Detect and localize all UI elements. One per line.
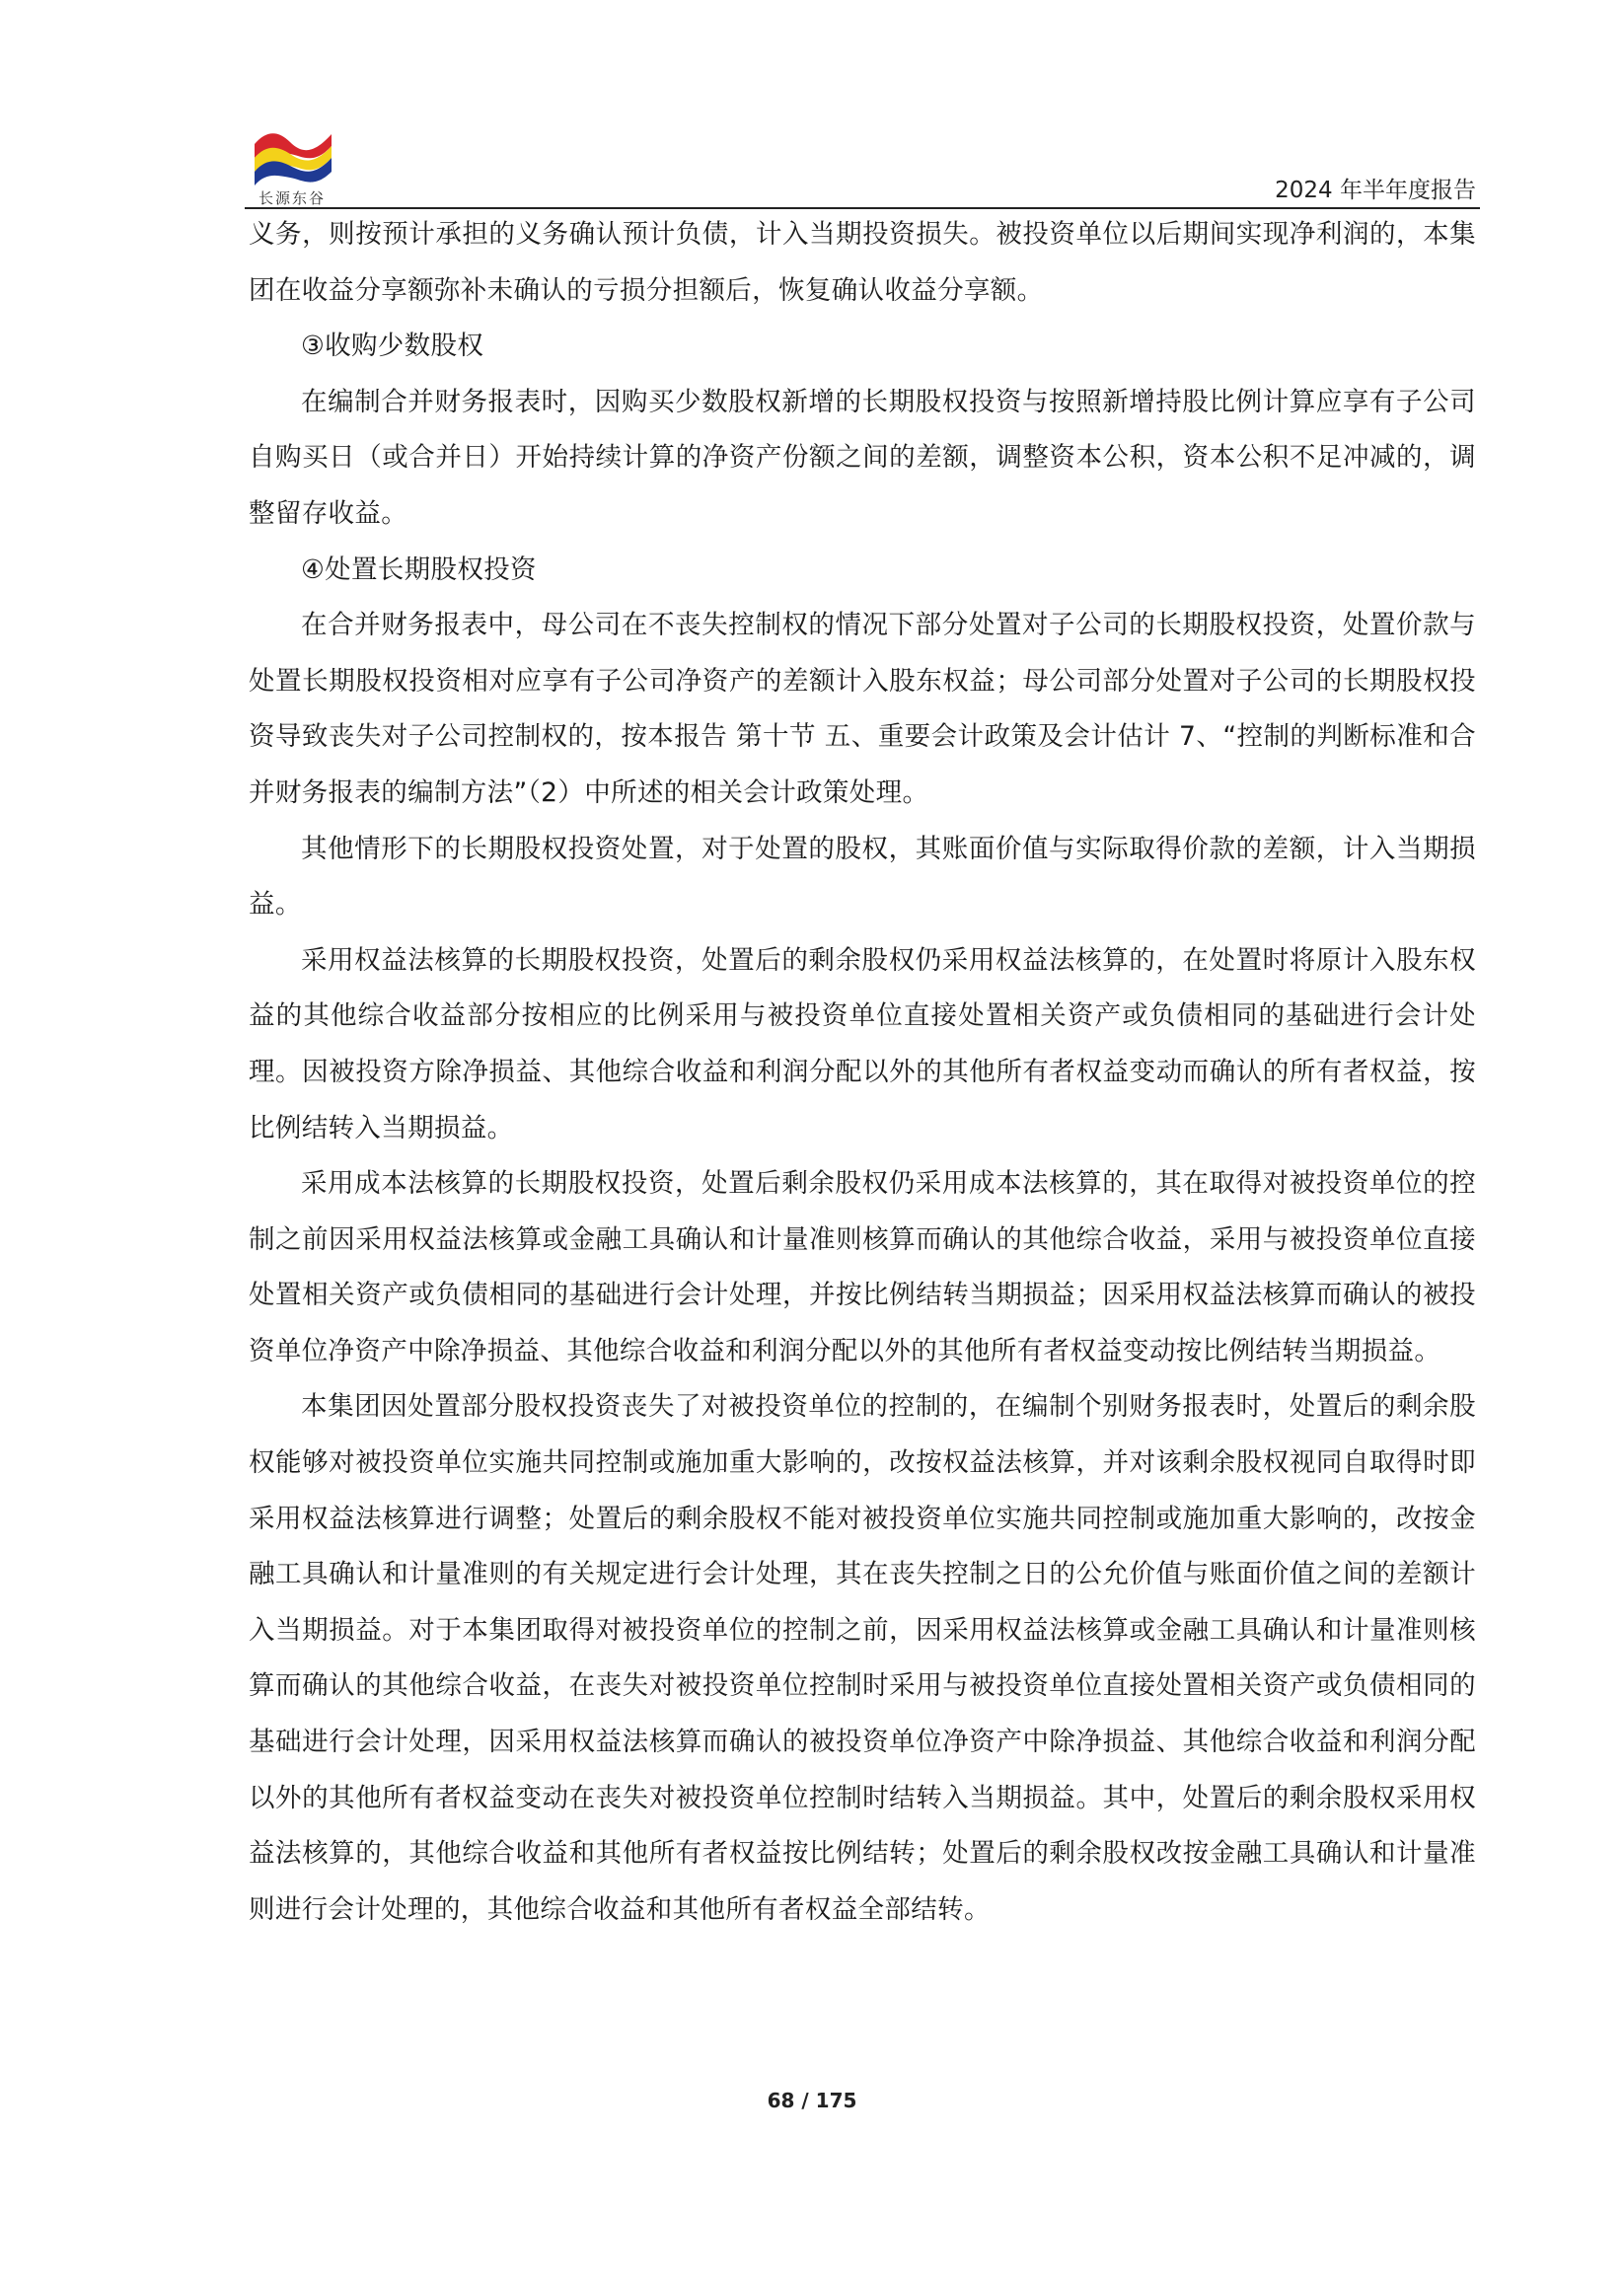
wave-stripes-logo-icon: [253, 116, 335, 187]
paragraph: 在合并财务报表中，母公司在不丧失控制权的情况下部分处置对子公司的长期股权投资，处置价款与处置长期股权投资相对应享有子公司净资产的差额计入股东权益；母公司部分处置对子公司的长期股权投资导致丧失对子公司控制权的，按本报告 第十节 五、重要会计政策及会计估计 7、“控制的判断标准和合并财务报表的编制方法”（2）中所述的相关会计政策处理。: [249, 610, 1476, 808]
paragraph: 在编制合并财务报表时，因购买少数股权新增的长期股权投资与按照新增持股比例计算应享有子公司自购买日（或合并日）开始持续计算的净资产份额之间的差额，调整资本公积，资本公积不足冲减的，调整留存收益。: [249, 386, 1476, 529]
company-logo: [253, 116, 335, 209]
logo-text: 长源东谷: [258, 189, 327, 207]
report-title: 2024 年半年度报告: [1275, 178, 1476, 203]
page-number: 68 / 175: [767, 2089, 857, 2112]
section-heading: ③收购少数股权: [301, 331, 484, 362]
page-header: [245, 111, 1480, 211]
paragraph: 义务，则按预计承担的义务确认预计负债，计入当期投资损失。被投资单位以后期间实现净利润的，本集团在收益分享额弥补未确认的亏损分担额后，恢复确认收益分享额。: [249, 219, 1476, 306]
paragraph: 采用成本法核算的长期股权投资，处置后剩余股权仍采用成本法核算的，其在取得对被投资单位的控制之前因采用权益法核算或金融工具确认和计量准则核算而确认的其他综合收益，采用与被投资单位直接处置相关资产或负债相同的基础进行会计处理，并按比例结转当期损益；因采用权益法核算而确认的被投资单位净资产中除净损益、其他综合收益和利润分配以外的其他所有者权益变动按比例结转当期损益。: [249, 1168, 1476, 1366]
document-body: [249, 207, 1476, 1938]
paragraph: 本集团因处置部分股权投资丧失了对被投资单位的控制的，在编制个别财务报表时，处置后的剩余股权能够对被投资单位实施共同控制或施加重大影响的，改按权益法核算，并对该剩余股权视同自取得时即采用权益法核算进行调整；处置后的剩余股权不能对被投资单位实施共同控制或施加重大影响的，改按金融工具确认和计量准则的有关规定进行会计处理，其在丧失控制之日的公允价值与账面价值之间的差额计入当期损益。对于本集团取得对被投资单位的控制之前，因采用权益法核算或金融工具确认和计量准则核算而确认的其他综合收益，在丧失对被投资单位控制时采用与被投资单位直接处置相关资产或负债相同的基础进行会计处理，因采用权益法核算而确认的被投资单位净资产中除净损益、其他综合收益和利润分配以外的其他所有者权益变动在丧失对被投资单位控制时结转入当期损益。其中，处置后的剩余股权采用权益法核算的，其他综合收益和其他所有者权益按比例结转；处置后的剩余股权改按金融工具确认和计量准则进行会计处理的，其他综合收益和其他所有者权益全部结转。: [249, 1391, 1476, 1925]
paragraph: 其他情形下的长期股权投资处置，对于处置的股权，其账面价值与实际取得价款的差额，计入当期损益。: [249, 833, 1476, 921]
section-heading: ④处置长期股权投资: [301, 553, 537, 585]
paragraph: 采用权益法核算的长期股权投资，处置后的剩余股权仍采用权益法核算的，在处置时将原计入股东权益的其他综合收益部分按相应的比例采用与被投资单位直接处置相关资产或负债相同的基础进行会计处理。因被投资方除净损益、其他综合收益和利润分配以外的其他所有者权益变动而确认的所有者权益，按比例结转入当期损益。: [249, 944, 1476, 1143]
